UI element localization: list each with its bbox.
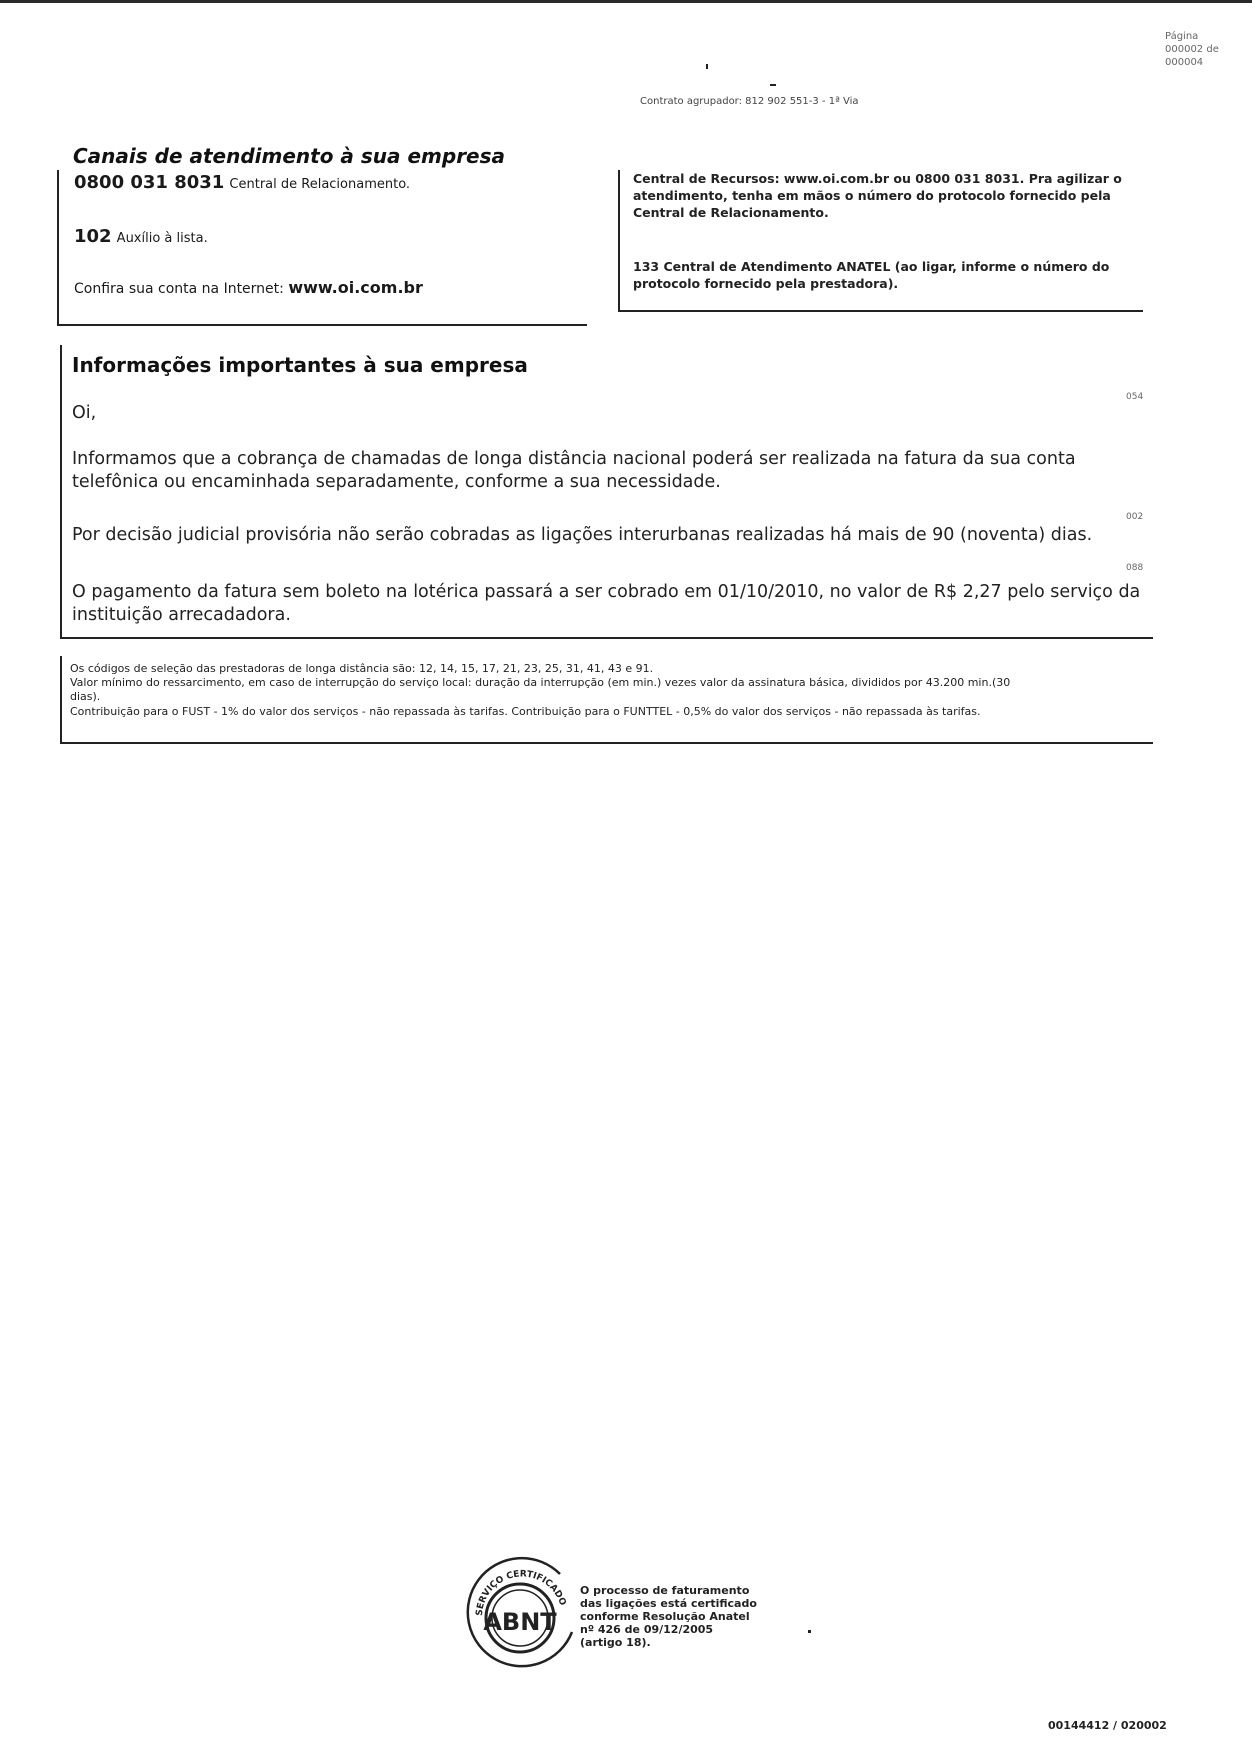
scan-speck: [706, 64, 708, 69]
paragraph-1-line-2: telefônica ou encaminhada separadamente, conforme a sua necessidade.: [72, 472, 721, 492]
anatel-line-1: 133 Central de Atendimento ANATEL (ao ligar, informe o número do: [633, 259, 1110, 274]
paragraph-2: Por decisão judicial provisória não serão cobradas as ligações interurbanas realizadas há mais de 90 (noventa) dias.: [72, 525, 1093, 545]
certification-line-5: (artigo 18).: [580, 1636, 651, 1649]
channels-left-box: [57, 170, 587, 326]
message-code-2: 002: [1126, 512, 1144, 522]
anatel-line-2: protocolo fornecido pela prestadora).: [633, 276, 899, 291]
channels-right-box: [618, 170, 1143, 312]
internet-url: www.oi.com.br: [288, 278, 423, 297]
phone-number: 0800 031 8031: [74, 172, 225, 193]
scan-speck: [770, 84, 776, 86]
info-title: Informações importantes à sua empresa: [72, 353, 528, 377]
paragraph-3: [72, 581, 1152, 627]
internet-line: [74, 278, 423, 297]
page-number-block: [1165, 30, 1219, 69]
directory-line: [74, 226, 208, 247]
notes-line-4: Contribuição para o FUST - 1% do valor dos serviços - não repassada às tarifas. Contribuição para o FUNTTEL - 0,5% do valor dos serviços - não repassada às tarifas.: [70, 705, 981, 718]
message-code-3: 088: [1126, 563, 1144, 573]
scan-speck: [808, 1630, 811, 1633]
page-label: Página: [1165, 31, 1199, 42]
document-code: 00144412 / 020002: [1048, 1719, 1167, 1732]
phone-desc: Central de Relacionamento.: [229, 177, 411, 192]
certification-line-1: O processo de faturamento: [580, 1584, 750, 1597]
notes-line-1: Os códigos de seleção das prestadoras de longa distância são: 12, 14, 15, 17, 21, 23, 25, 31, 41, 43 e 91.: [70, 662, 654, 675]
abnt-seal-icon: [460, 1554, 580, 1674]
contract-number: Contrato agrupador: 812 902 551-3 - 1ª Via: [640, 96, 859, 107]
certification-line-2: das ligações está certificado: [580, 1597, 757, 1610]
notes-line-2: Valor mínimo do ressarcimento, em caso de interrupção do serviço local: duração da interrupção (em min.) vezes valor da assinatura básica, divididos por 43.200 min.(30: [70, 676, 1011, 689]
internet-prefix: Confira sua conta na Internet:: [74, 281, 284, 297]
paragraph-3-line-2: instituição arrecadadora.: [72, 605, 291, 625]
message-code-1: 054: [1126, 392, 1144, 402]
paragraph-1-line-1: Informamos que a cobrança de chamadas de longa distância nacional poderá ser realizada na fatura da sua conta: [72, 449, 1076, 469]
resources-line-3: Central de Relacionamento.: [633, 205, 829, 220]
svg-text:SERVIÇO CERTIFICADO: SERVIÇO CERTIFICADO: [474, 1569, 568, 1617]
certification-line-4: nº 426 de 09/12/2005: [580, 1623, 714, 1636]
directory-number: 102: [74, 226, 112, 247]
page-total: 000004: [1165, 57, 1204, 68]
directory-desc: Auxílio à lista.: [116, 231, 208, 246]
greeting: Oi,: [72, 403, 97, 423]
paragraph-1: [72, 448, 1152, 494]
resources-line-1: Central de Recursos: www.oi.com.br ou 0800 031 8031. Pra agilizar o: [633, 171, 1122, 186]
svg-text:ABNT: ABNT: [483, 1608, 557, 1636]
page-current: 000002 de: [1165, 44, 1219, 55]
scan-edge: [0, 0, 1252, 3]
resources-line-2: atendimento, tenha em mãos o número do protocolo fornecido pela: [633, 188, 1111, 203]
notes-box: [60, 656, 1153, 744]
paragraph-3-line-1: O pagamento da fatura sem boleto na lotérica passará a ser cobrado em 01/10/2010, no valor de R$ 2,27 pelo serviço da: [72, 582, 1141, 602]
notes-line-3: dias).: [70, 690, 101, 703]
certification-line-3: conforme Resolução Anatel: [580, 1610, 750, 1623]
phone-line: [74, 172, 410, 193]
info-box: [60, 345, 1153, 639]
certification-text: [580, 1584, 757, 1649]
channels-title: Canais de atendimento à sua empresa: [73, 144, 506, 168]
